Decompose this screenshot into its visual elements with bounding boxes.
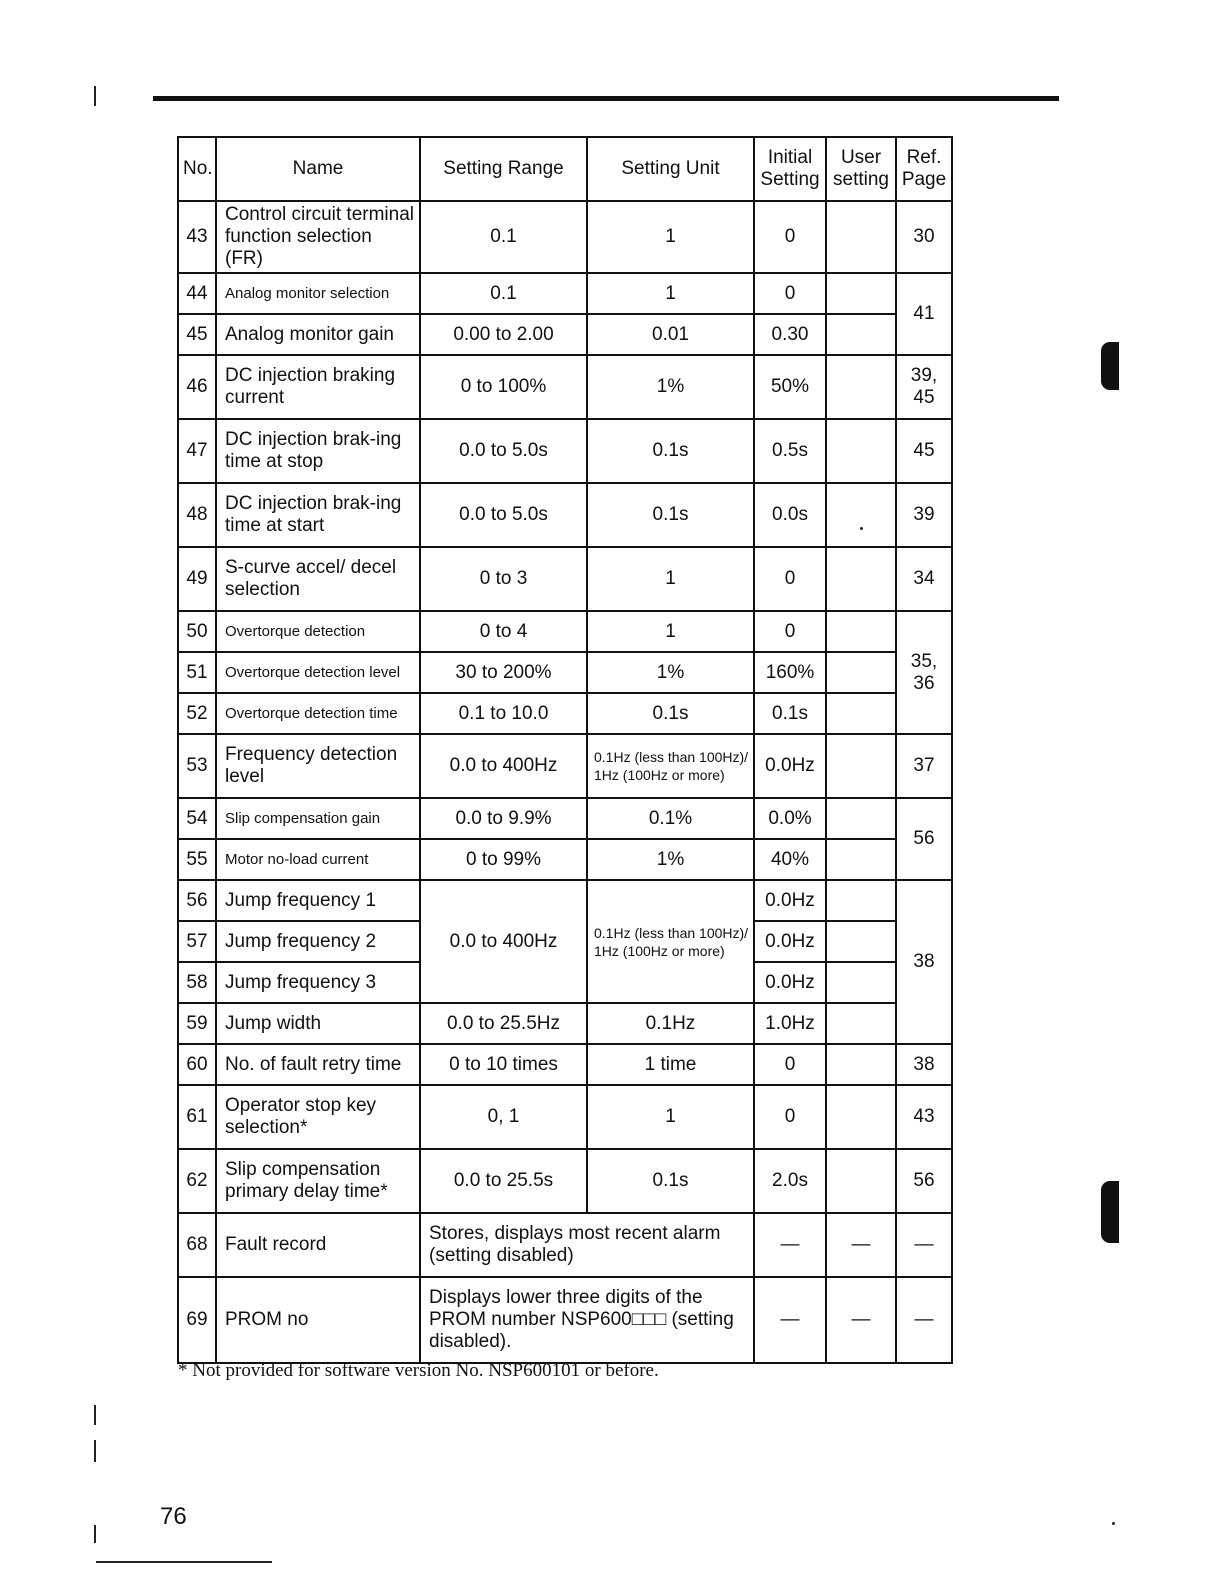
row-initial: 0.30 [754, 314, 826, 355]
row-user [826, 1044, 896, 1085]
row-initial: 40% [754, 839, 826, 880]
row-name: Motor no-load current [216, 839, 420, 880]
row-name: Analog monitor gain [216, 314, 420, 355]
row-no: 45 [178, 314, 216, 355]
section-tab-mark [1101, 342, 1119, 390]
row-user [826, 1085, 896, 1149]
row-initial: 0 [754, 611, 826, 652]
row-no: 54 [178, 798, 216, 839]
row-unit: 1 time [587, 1044, 754, 1085]
row-unit: 0.1s [587, 483, 754, 547]
row-initial: 0.1s [754, 693, 826, 734]
row-user: — [826, 1277, 896, 1363]
row-name: Overtorque detection [216, 611, 420, 652]
margin-line [94, 86, 96, 106]
row-unit: 0.1Hz (less than 100Hz)/ 1Hz (100Hz or more) [587, 880, 754, 1003]
row-no: 51 [178, 652, 216, 693]
row-range: 0 to 99% [420, 839, 587, 880]
row-unit: 0.1Hz [587, 1003, 754, 1044]
row-initial: 2.0s [754, 1149, 826, 1213]
row-initial: 0.0Hz [754, 921, 826, 962]
table-row [178, 1044, 952, 1085]
row-name: DC injection braking current [216, 355, 420, 419]
row-user [826, 693, 896, 734]
table-row [178, 483, 952, 547]
row-range: 0.0 to 25.5Hz [420, 1003, 587, 1044]
row-unit: 1% [587, 839, 754, 880]
row-name: Frequency detection level [216, 734, 420, 798]
row-range: 0.1 [420, 201, 587, 273]
row-initial: — [754, 1277, 826, 1363]
row-ref: 43 [896, 1085, 952, 1149]
table-row [178, 693, 952, 734]
table-row [178, 314, 952, 355]
col-header-user: User setting [826, 137, 896, 201]
row-unit: 0.1% [587, 798, 754, 839]
row-range: 0.0 to 400Hz [420, 880, 587, 1003]
row-initial: 0.0Hz [754, 962, 826, 1003]
row-ref: 37 [896, 734, 952, 798]
row-ref: 45 [896, 419, 952, 483]
row-user [826, 839, 896, 880]
scan-speck [1112, 1522, 1115, 1525]
row-initial: 0 [754, 273, 826, 314]
row-no: 50 [178, 611, 216, 652]
row-ref: 56 [896, 1149, 952, 1213]
col-header-unit: Setting Unit [587, 137, 754, 201]
table-row [178, 1085, 952, 1149]
row-name: Analog monitor selection [216, 273, 420, 314]
row-description: Displays lower three digits of the PROM number NSP600□□□ (setting disabled). [420, 1277, 754, 1363]
row-ref: — [896, 1277, 952, 1363]
row-unit: 1 [587, 201, 754, 273]
row-user [826, 880, 896, 921]
row-name: Fault record [216, 1213, 420, 1277]
row-no: 68 [178, 1213, 216, 1277]
col-header-initial: Initial Setting [754, 137, 826, 201]
row-range: 0.0 to 400Hz [420, 734, 587, 798]
margin-line [94, 1405, 96, 1425]
row-range: 0.0 to 5.0s [420, 419, 587, 483]
col-header-ref: Ref. Page [896, 137, 952, 201]
row-name: Overtorque detection time [216, 693, 420, 734]
row-ref: — [896, 1213, 952, 1277]
table-row [178, 611, 952, 652]
row-user [826, 611, 896, 652]
row-unit: 1 [587, 611, 754, 652]
row-no: 49 [178, 547, 216, 611]
footnote: * Not provided for software version No. NSP600101 or before. [178, 1360, 659, 1381]
row-ref: 38 [896, 1044, 952, 1085]
row-user [826, 314, 896, 355]
row-unit: 0.1s [587, 419, 754, 483]
row-ref: 34 [896, 547, 952, 611]
row-name: PROM no [216, 1277, 420, 1363]
row-no: 43 [178, 201, 216, 273]
row-name: DC injection brak-ing time at start [216, 483, 420, 547]
row-no: 46 [178, 355, 216, 419]
row-ref: 30 [896, 201, 952, 273]
row-unit: 1 [587, 547, 754, 611]
row-name: Jump frequency 1 [216, 880, 420, 921]
row-user: — [826, 1213, 896, 1277]
row-range: 0.1 to 10.0 [420, 693, 587, 734]
table-row [178, 734, 952, 798]
row-range: 0, 1 [420, 1085, 587, 1149]
parameter-table [177, 136, 953, 1364]
row-no: 53 [178, 734, 216, 798]
row-ref: 38 [896, 880, 952, 1044]
row-initial: 0.0Hz [754, 734, 826, 798]
table-row [178, 1277, 952, 1363]
row-user [826, 652, 896, 693]
row-no: 48 [178, 483, 216, 547]
row-range: 0 to 100% [420, 355, 587, 419]
row-ref: 39, 45 [896, 355, 952, 419]
row-no: 61 [178, 1085, 216, 1149]
table-row [178, 547, 952, 611]
row-range: 0.0 to 5.0s [420, 483, 587, 547]
row-name: No. of fault retry time [216, 1044, 420, 1085]
row-no: 47 [178, 419, 216, 483]
col-header-name: Name [216, 137, 420, 201]
row-no: 44 [178, 273, 216, 314]
row-range: 0 to 3 [420, 547, 587, 611]
row-unit: 1 [587, 273, 754, 314]
row-no: 60 [178, 1044, 216, 1085]
row-range: 0.1 [420, 273, 587, 314]
row-name: Jump width [216, 1003, 420, 1044]
row-initial: 0.5s [754, 419, 826, 483]
table-row [178, 355, 952, 419]
row-unit: 0.1Hz (less than 100Hz)/ 1Hz (100Hz or more) [587, 734, 754, 798]
row-description: Stores, displays most recent alarm (setting disabled) [420, 1213, 754, 1277]
row-no: 69 [178, 1277, 216, 1363]
row-initial: 0.0% [754, 798, 826, 839]
row-name: S-curve accel/ decel selection [216, 547, 420, 611]
row-ref: 56 [896, 798, 952, 880]
table-row [178, 652, 952, 693]
col-header-no: No. [178, 137, 216, 201]
table-row [178, 839, 952, 880]
row-ref: 35, 36 [896, 611, 952, 734]
row-name: Operator stop key selection* [216, 1085, 420, 1149]
row-name: Control circuit terminal function selection (FR) [216, 201, 420, 273]
row-name: Jump frequency 2 [216, 921, 420, 962]
row-no: 59 [178, 1003, 216, 1044]
page-number: 76 [160, 1503, 187, 1530]
row-unit: 1 [587, 1085, 754, 1149]
row-user [826, 483, 896, 547]
row-range: 0 to 4 [420, 611, 587, 652]
row-no: 58 [178, 962, 216, 1003]
row-user [826, 201, 896, 273]
row-ref: 39 [896, 483, 952, 547]
row-name: Jump frequency 3 [216, 962, 420, 1003]
bottom-rule [96, 1561, 272, 1563]
header-rule [153, 96, 1059, 101]
row-no: 52 [178, 693, 216, 734]
table-row [178, 419, 952, 483]
row-name: Slip compensation primary delay time* [216, 1149, 420, 1213]
row-unit: 1% [587, 652, 754, 693]
row-user [826, 734, 896, 798]
row-user [826, 962, 896, 1003]
row-range: 0.00 to 2.00 [420, 314, 587, 355]
row-user [826, 273, 896, 314]
row-unit: 0.1s [587, 1149, 754, 1213]
table-row [178, 1149, 952, 1213]
row-user [826, 1003, 896, 1044]
row-no: 55 [178, 839, 216, 880]
table-row [178, 1003, 952, 1044]
row-initial: 0 [754, 201, 826, 273]
row-range: 30 to 200% [420, 652, 587, 693]
row-name: DC injection brak-ing time at stop [216, 419, 420, 483]
row-user [826, 419, 896, 483]
row-range: 0 to 10 times [420, 1044, 587, 1085]
row-initial: 1.0Hz [754, 1003, 826, 1044]
row-user [826, 1149, 896, 1213]
row-user [826, 355, 896, 419]
row-user [826, 547, 896, 611]
row-user [826, 798, 896, 839]
row-unit: 1% [587, 355, 754, 419]
row-no: 57 [178, 921, 216, 962]
row-initial: 0.0Hz [754, 880, 826, 921]
table-row [178, 798, 952, 839]
row-initial: 0 [754, 547, 826, 611]
col-header-range: Setting Range [420, 137, 587, 201]
row-initial: 0 [754, 1044, 826, 1085]
table-row [178, 880, 952, 921]
margin-line [94, 1525, 96, 1543]
row-unit: 0.1s [587, 693, 754, 734]
row-user [826, 921, 896, 962]
row-initial: 50% [754, 355, 826, 419]
row-range: 0.0 to 25.5s [420, 1149, 587, 1213]
row-no: 56 [178, 880, 216, 921]
table-row [178, 1213, 952, 1277]
row-name: Overtorque detection level [216, 652, 420, 693]
row-initial: 160% [754, 652, 826, 693]
row-initial: — [754, 1213, 826, 1277]
row-no: 62 [178, 1149, 216, 1213]
header-row [178, 137, 952, 201]
margin-line [94, 1440, 96, 1462]
row-range: 0.0 to 9.9% [420, 798, 587, 839]
row-ref: 41 [896, 273, 952, 355]
section-tab-mark [1101, 1181, 1119, 1243]
table-row [178, 201, 952, 273]
row-initial: 0.0s [754, 483, 826, 547]
table-row [178, 273, 952, 314]
row-name: Slip compensation gain [216, 798, 420, 839]
row-initial: 0 [754, 1085, 826, 1149]
row-unit: 0.01 [587, 314, 754, 355]
